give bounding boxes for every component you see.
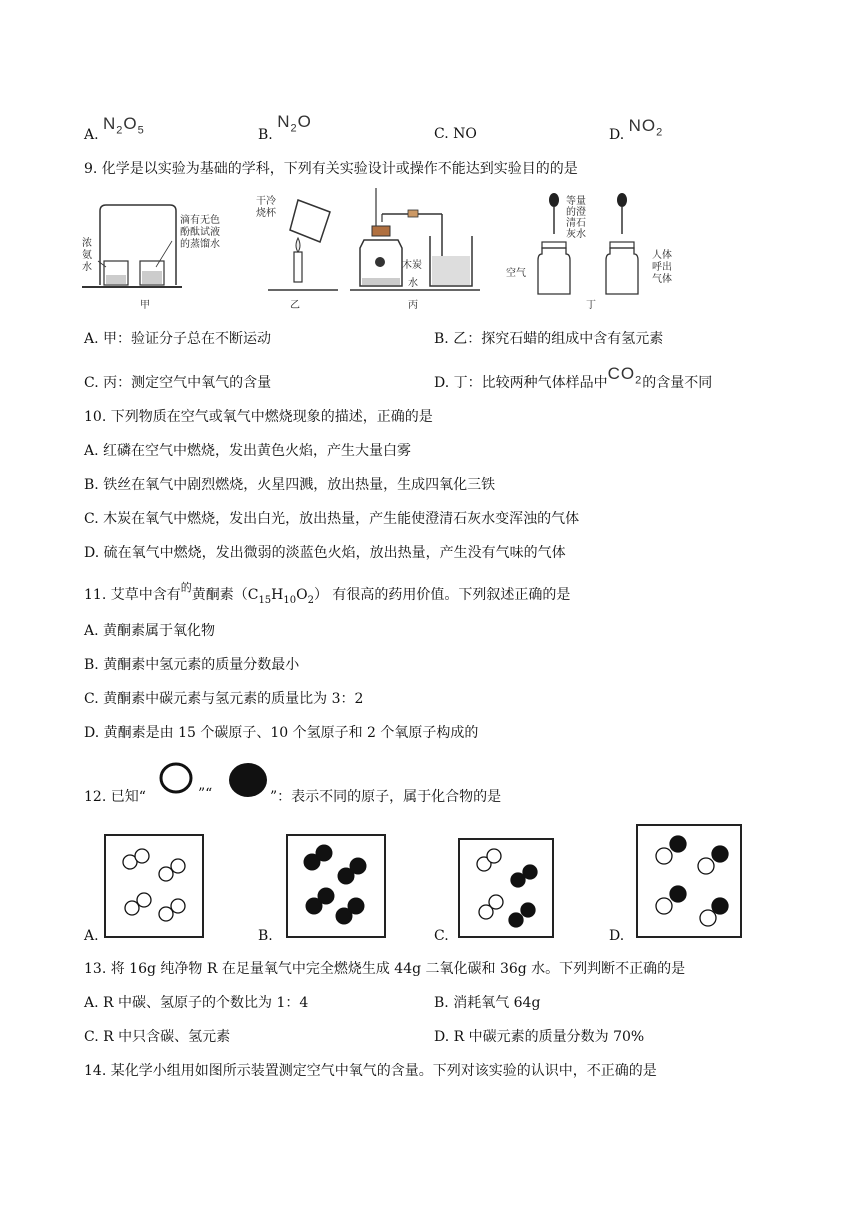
- q12-box-a: [104, 834, 204, 938]
- q13-option-c: C. R 中只含碳、氢元素: [84, 1029, 231, 1045]
- white-atom-icon: [158, 760, 194, 800]
- q8-option-b: [258, 112, 312, 146]
- q10-option-b: B. 铁丝在氧气中剧烈燃烧，火星四溅，放出热量，生成四氧化三铁: [84, 477, 496, 493]
- q9-stem: 9. 化学是以实验为基础的学科，下列有关实验设计或操作不能达到实验目的的是: [84, 161, 578, 177]
- figure-ding-caption: 丁: [586, 300, 596, 311]
- q13-stem: 13. 将 16g 纯净物 R 在足量氧气中完全燃烧生成 44g 二氧化碳和 36g 水。下列判断不正确的是: [84, 961, 686, 977]
- q10-option-a: A. 红磷在空气中燃烧，发出黄色火焰，产生大量白雾: [84, 443, 412, 459]
- q12-molecules-b: [288, 836, 384, 936]
- q8-option-a-letter: A.: [84, 127, 99, 143]
- black-atom-icon: [226, 760, 270, 800]
- q8-option-a: [84, 114, 145, 146]
- q12-stem-mid: ”“: [198, 786, 213, 802]
- q13-option-d: D. R 中碳元素的质量分数为 70%: [434, 1029, 645, 1045]
- q12-option-b: B.: [258, 928, 273, 944]
- figure-bing-label-charcoal: 木炭: [402, 260, 422, 271]
- q8-option-a-formula: $N_2O_5$: [103, 114, 145, 137]
- q9-option-c: C. 丙：测定空气中氧气的含量: [84, 375, 272, 391]
- q10-option-d: D. 硫在氧气中燃烧，发出微弱的淡蓝色火焰，放出热量，产生没有气味的气体: [84, 545, 566, 561]
- figure-ding-diagram: [530, 190, 650, 300]
- figure-jia-diagram: [82, 195, 182, 320]
- q12-stem-post: ”：表示不同的原子，属于化合物的是: [270, 789, 502, 805]
- q13-option-a: A. R 中碳、氢原子的个数比为 1：4: [84, 995, 309, 1011]
- q12-box-b: [286, 834, 386, 938]
- q12-option-a: A.: [84, 928, 99, 944]
- q12-molecules-d: [638, 826, 740, 936]
- figure-jia-right-label: 滴有无色 酚酞试液 的蒸馏水: [180, 215, 220, 250]
- figure-ding-label-top: 等量 的澄 清石 灰水: [566, 196, 586, 240]
- q11-option-c: C. 黄酮素中碳元素与氢元素的质量比为 3：2: [84, 691, 364, 707]
- q12-option-d: D.: [609, 928, 625, 944]
- figure-bing-label-water: 水: [408, 278, 418, 289]
- q12-box-d: [636, 824, 742, 938]
- figure-bing-caption: 丙: [408, 300, 418, 311]
- figure-yi-caption: 乙: [290, 300, 300, 311]
- q12-stem-pre: 12. 已知“: [84, 789, 146, 805]
- q11-stem: 11. 艾草中含有$^的$黄酮素$(C_{15}H_{10}O_2)$ 有很高的药用价值。下列叙述正确的是: [84, 581, 571, 606]
- figure-ding-label-right: 人体 呼出 气体: [652, 250, 672, 285]
- q8-option-b-letter: B.: [258, 127, 273, 143]
- q8-option-d-letter: D.: [609, 127, 625, 143]
- figure-yi-label: 干冷 烧杯: [256, 196, 276, 219]
- q8-option-c: C. NO: [434, 126, 477, 142]
- q11-option-d: D. 黄酮素是由 15 个碳原子、10 个氢原子和 2 个氧原子构成的: [84, 725, 479, 741]
- q9-option-a: A. 甲：验证分子总在不断运动: [84, 331, 272, 347]
- figure-yi-diagram: [268, 190, 338, 300]
- co2-formula: $CO_2$: [607, 364, 643, 387]
- q12-box-c: [458, 838, 554, 938]
- q12-molecules-c: [460, 840, 552, 936]
- figure-ding-label-left: 空气: [506, 268, 526, 279]
- q12-molecules-a: [106, 836, 202, 936]
- q8-option-d: [609, 116, 664, 146]
- figure-jia-caption: 甲: [140, 300, 150, 311]
- q12-option-c: C.: [434, 928, 449, 944]
- q14-stem: 14. 某化学小组用如图所示装置测定空气中氧气的含量。下列对该实验的认识中，不正确的是: [84, 1063, 657, 1079]
- q11-option-b: B. 黄酮素中氢元素的质量分数最小: [84, 657, 300, 673]
- q10-stem: 10. 下列物质在空气或氧气中燃烧现象的描述，正确的是: [84, 409, 433, 425]
- q8-option-d-formula: $NO_2$: [628, 116, 664, 139]
- q11-option-a: A. 黄酮素属于氧化物: [84, 623, 216, 639]
- q9-option-d: D. 丁：比较两种气体样品中$CO_2$的含量不同: [434, 364, 713, 391]
- q9-option-b: B. 乙：探究石蜡的组成中含有氢元素: [434, 331, 664, 347]
- q8-option-b-formula: $N_2O$: [277, 112, 312, 135]
- q13-option-b: B. 消耗氧气 64g: [434, 995, 541, 1011]
- q10-option-c: C. 木炭在氧气中燃烧，发出白光，放出热量，产生能使澄清石灰水变浑浊的气体: [84, 511, 580, 527]
- figure-jia-left-label: 浓 氨 水: [82, 238, 92, 273]
